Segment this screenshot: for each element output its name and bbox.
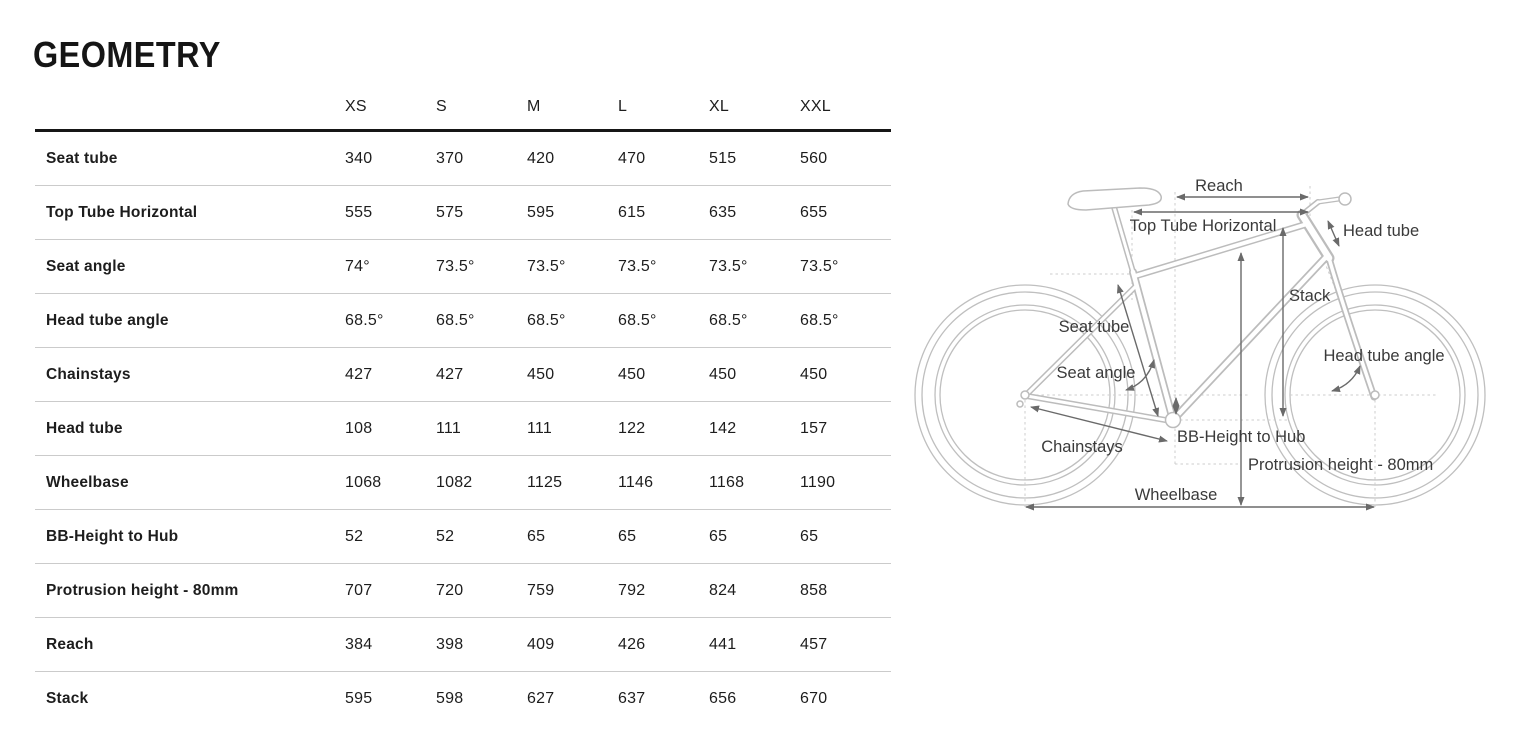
cell: 398 bbox=[436, 635, 464, 653]
cell: 74° bbox=[345, 257, 370, 275]
column-header-xs: XS bbox=[345, 84, 436, 131]
table-row bbox=[35, 672, 891, 726]
cell: 450 bbox=[800, 365, 828, 383]
cell: 426 bbox=[618, 635, 646, 653]
column-header-l: L bbox=[618, 84, 709, 131]
cell: 555 bbox=[345, 203, 373, 221]
rear-derailleur bbox=[1017, 401, 1023, 407]
cell: 824 bbox=[709, 581, 737, 599]
cell: 858 bbox=[800, 581, 828, 599]
cell: 73.5° bbox=[709, 257, 748, 275]
cell: 68.5° bbox=[800, 311, 839, 329]
cell: 441 bbox=[709, 635, 737, 653]
cell: 73.5° bbox=[800, 257, 839, 275]
cell: 122 bbox=[618, 419, 646, 437]
cell: 427 bbox=[436, 365, 464, 383]
column-header-xl: XL bbox=[709, 84, 800, 131]
table-row bbox=[35, 186, 891, 240]
cell: 68.5° bbox=[527, 311, 566, 329]
size-header-row bbox=[35, 84, 891, 131]
cell: 635 bbox=[709, 203, 737, 221]
cell: 68.5° bbox=[436, 311, 475, 329]
cell: 73.5° bbox=[618, 257, 657, 275]
row-label: Protrusion height - 80mm bbox=[46, 581, 239, 599]
cell: 670 bbox=[800, 689, 828, 707]
label-head-tube: Head tube bbox=[1343, 222, 1420, 240]
row-label: Reach bbox=[46, 635, 94, 653]
cell: 52 bbox=[436, 527, 455, 545]
cell: 65 bbox=[527, 527, 546, 545]
row-label: Top Tube Horizontal bbox=[46, 203, 198, 221]
cell: 655 bbox=[800, 203, 828, 221]
cell: 340 bbox=[345, 149, 373, 167]
cell: 73.5° bbox=[527, 257, 566, 275]
table-corner-cell bbox=[35, 84, 345, 131]
cell: 792 bbox=[618, 581, 646, 599]
label-stack: Stack bbox=[1289, 287, 1331, 305]
table-row bbox=[35, 240, 891, 294]
cell: 73.5° bbox=[436, 257, 475, 275]
cell: 1146 bbox=[618, 473, 654, 491]
cell: 598 bbox=[436, 689, 464, 707]
cell: 111 bbox=[436, 419, 461, 437]
cell: 637 bbox=[618, 689, 646, 707]
cell: 409 bbox=[527, 635, 555, 653]
cell: 142 bbox=[709, 419, 737, 437]
bottom-bracket bbox=[1166, 413, 1181, 428]
cell: 1068 bbox=[345, 473, 382, 491]
column-header-m: M bbox=[527, 84, 618, 131]
cell: 52 bbox=[345, 527, 364, 545]
table-row bbox=[35, 456, 891, 510]
cell: 627 bbox=[527, 689, 555, 707]
cell: 157 bbox=[800, 419, 828, 437]
geometry-table-wrap bbox=[35, 84, 891, 725]
column-header-xxl: XXL bbox=[800, 84, 891, 131]
cell: 111 bbox=[527, 419, 552, 437]
cell: 707 bbox=[345, 581, 373, 599]
handlebar-grip bbox=[1339, 193, 1351, 205]
label-seat-tube: Seat tube bbox=[1058, 318, 1130, 336]
cell: 68.5° bbox=[618, 311, 657, 329]
cell: 560 bbox=[800, 149, 828, 167]
label-bb-height-to-hub: BB-Height to Hub bbox=[1177, 428, 1306, 446]
cell: 470 bbox=[618, 149, 646, 167]
head-tube-angle-arc bbox=[1332, 366, 1360, 391]
row-label: Chainstays bbox=[46, 365, 131, 383]
cell: 68.5° bbox=[709, 311, 748, 329]
cell: 450 bbox=[527, 365, 555, 383]
table-row bbox=[35, 348, 891, 402]
table-row bbox=[35, 402, 891, 456]
cell: 68.5° bbox=[345, 311, 384, 329]
cell: 108 bbox=[345, 419, 373, 437]
label-top-tube-horizontal: Top Tube Horizontal bbox=[1129, 217, 1277, 235]
cell: 1168 bbox=[709, 473, 745, 491]
cell: 595 bbox=[345, 689, 373, 707]
front-hub bbox=[1371, 391, 1379, 399]
cell: 420 bbox=[527, 149, 555, 167]
cell: 1082 bbox=[436, 473, 473, 491]
cell: 450 bbox=[618, 365, 646, 383]
page-title: GEOMETRY bbox=[33, 34, 221, 75]
label-protrusion-height: Protrusion height - 80mm bbox=[1248, 456, 1434, 474]
column-header-s: S bbox=[436, 84, 527, 131]
table-row bbox=[35, 564, 891, 618]
cell: 457 bbox=[800, 635, 828, 653]
saddle bbox=[1068, 188, 1161, 210]
cell: 1190 bbox=[800, 473, 836, 491]
bike-geometry-diagram bbox=[905, 170, 1495, 515]
row-label: BB-Height to Hub bbox=[46, 527, 179, 545]
cell: 450 bbox=[709, 365, 737, 383]
head-tube-arrow bbox=[1328, 221, 1339, 246]
label-seat-angle: Seat angle bbox=[1056, 364, 1136, 382]
cell: 370 bbox=[436, 149, 464, 167]
label-reach: Reach bbox=[1195, 177, 1243, 195]
row-label: Seat tube bbox=[46, 149, 118, 167]
cell: 656 bbox=[709, 689, 737, 707]
geometry-table bbox=[35, 84, 891, 725]
row-label: Stack bbox=[46, 689, 89, 707]
row-label: Head tube bbox=[46, 419, 123, 437]
cell: 575 bbox=[436, 203, 464, 221]
cell: 615 bbox=[618, 203, 646, 221]
cell: 595 bbox=[527, 203, 555, 221]
cell: 720 bbox=[436, 581, 464, 599]
table-row bbox=[35, 510, 891, 564]
label-wheelbase: Wheelbase bbox=[1134, 486, 1218, 504]
cell: 65 bbox=[618, 527, 637, 545]
row-label: Wheelbase bbox=[46, 473, 129, 491]
table-row bbox=[35, 618, 891, 672]
cell: 65 bbox=[709, 527, 728, 545]
table-row bbox=[35, 131, 891, 186]
rear-hub bbox=[1021, 391, 1029, 399]
cell: 427 bbox=[345, 365, 373, 383]
table-row bbox=[35, 294, 891, 348]
row-label: Seat angle bbox=[46, 257, 126, 275]
row-label: Head tube angle bbox=[46, 311, 169, 329]
cell: 759 bbox=[527, 581, 555, 599]
cell: 515 bbox=[709, 149, 737, 167]
cell: 65 bbox=[800, 527, 819, 545]
cell: 384 bbox=[345, 635, 373, 653]
cell: 1125 bbox=[527, 473, 563, 491]
label-head-tube-angle: Head tube angle bbox=[1323, 347, 1445, 365]
label-chainstays: Chainstays bbox=[1041, 438, 1123, 456]
